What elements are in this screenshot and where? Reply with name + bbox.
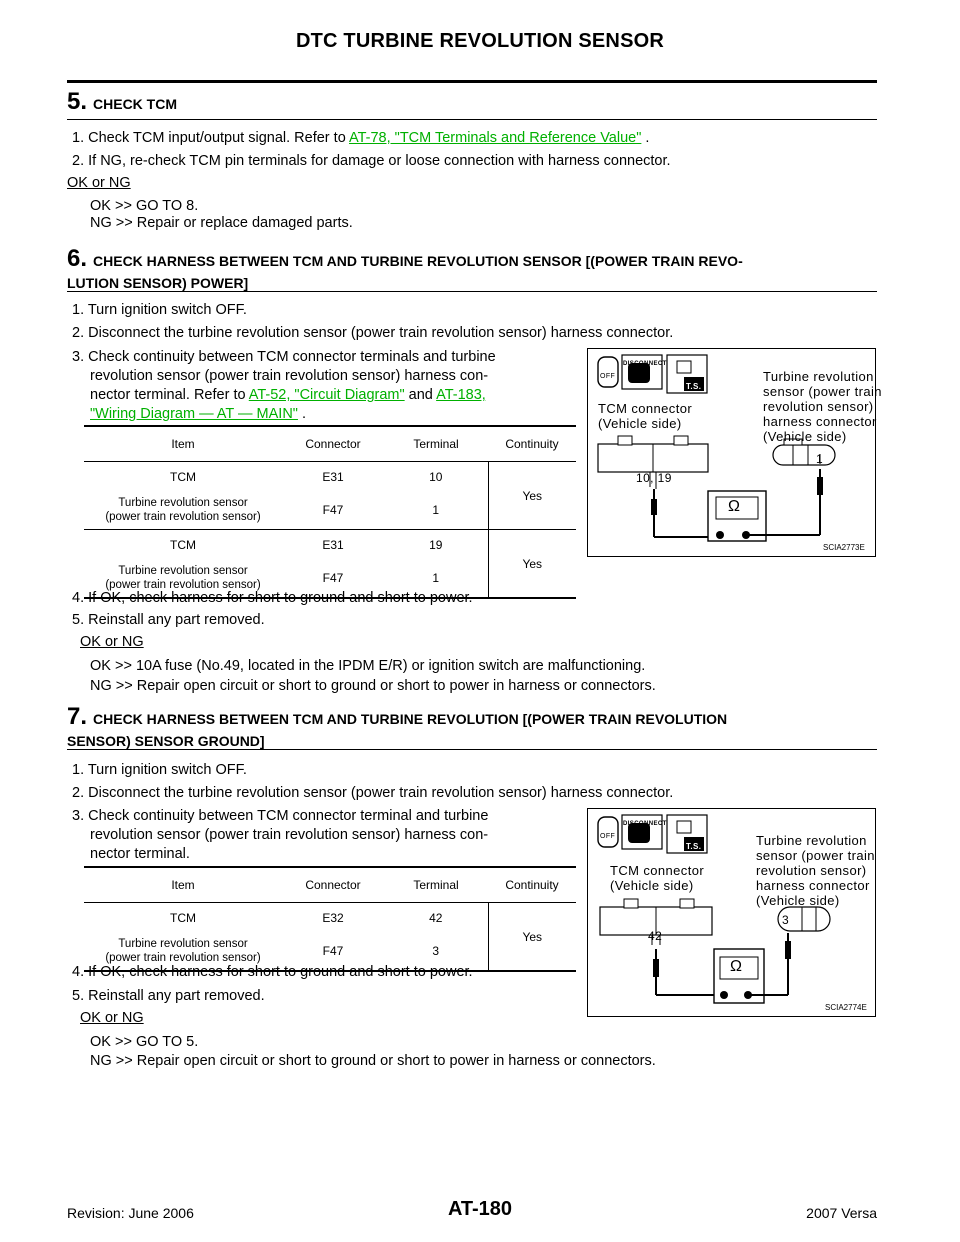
- link-at-183[interactable]: AT-183,: [436, 387, 486, 403]
- title-divider: [67, 80, 877, 83]
- cell-terminal: 10: [429, 469, 443, 484]
- label-line: TCM connector: [598, 401, 693, 416]
- item-line-1: Turbine revolution sensor: [118, 565, 248, 577]
- item-line-2: (power train revolution sensor): [105, 579, 261, 591]
- s7-step-2: 2. Disconnect the turbine revolution sensor (power train revolution sensor) harness connector.: [72, 785, 674, 801]
- sensor-pin-label: 1: [816, 452, 824, 466]
- header-item: Item: [84, 426, 282, 462]
- s7-ok-or-ng: OK or NG: [80, 1010, 144, 1026]
- label-line: revolution sensor): [756, 863, 867, 878]
- s6-step-3-line-3: [90, 385, 486, 405]
- label-line: Turbine revolution: [763, 369, 874, 384]
- figure-code: SCIA2774E: [825, 1003, 867, 1012]
- disconnect-label: DISCONNECT: [623, 361, 667, 367]
- table-row: [84, 530, 576, 560]
- s6-step-2: 2. Disconnect the turbine revolution sensor (power train revolution sensor) harness connector.: [72, 325, 674, 341]
- item-line-1: Turbine revolution sensor: [118, 497, 248, 509]
- ts-label: T.S.: [686, 842, 702, 851]
- item-line-2: (power train revolution sensor): [105, 511, 261, 523]
- table-row: [84, 903, 576, 933]
- section-6-heading: [67, 245, 877, 293]
- cell-terminal: 1: [384, 559, 488, 598]
- section-title-line-1: CHECK HARNESS BETWEEN TCM AND TURBINE REVOLUTION SENSOR [(POWER TRAIN REVO-: [93, 253, 743, 269]
- s6-step-5: 5. Reinstall any part removed.: [72, 612, 265, 628]
- step-text-end: .: [641, 130, 650, 146]
- tcm-connector-label: [598, 401, 692, 431]
- s5-ok-result: OK >> GO TO 8.: [90, 198, 199, 214]
- tcm-pin-label: 42: [648, 929, 663, 943]
- step-text-end: .: [297, 406, 307, 422]
- label-line: (Vehicle side): [756, 893, 840, 908]
- cell-continuity: Yes: [488, 530, 576, 599]
- off-label: OFF: [600, 373, 616, 380]
- ts-label: T.S.: [686, 382, 702, 391]
- s6-continuity-table: [84, 425, 576, 599]
- item-line-1: Turbine revolution sensor: [118, 938, 248, 950]
- s6-ng-result: NG >> Repair open circuit or short to ground or short to power in harness or connectors.: [90, 678, 656, 694]
- cell-item: TCM: [170, 469, 196, 484]
- sensor-connector-label: [756, 833, 875, 908]
- label-line: (Vehicle side): [598, 416, 682, 431]
- label-line: (Vehicle side): [610, 878, 694, 893]
- link-wiring-diagram[interactable]: "Wiring Diagram — AT — MAIN": [90, 406, 298, 422]
- cell-terminal: 42: [429, 910, 443, 925]
- s5-step-2: 2. If NG, re-check TCM pin terminals for damage or loose connection with harness connector.: [72, 153, 671, 169]
- section-5-heading: [67, 88, 877, 116]
- label-line: (Vehicle side): [763, 429, 847, 444]
- page-title: DTC TURBINE REVOLUTION SENSOR: [295, 30, 665, 52]
- link-circuit-diagram[interactable]: AT-52, "Circuit Diagram": [248, 387, 405, 403]
- section-title-line-1: CHECK HARNESS BETWEEN TCM AND TURBINE REVOLUTION [(POWER TRAIN REVOLUTION: [93, 711, 728, 727]
- tcm-pin-label: 10, 19: [636, 471, 672, 485]
- section-7-heading: [67, 703, 877, 751]
- s7-ng-result: NG >> Repair open circuit or short to ground or short to power in harness or connectors.: [90, 1053, 656, 1069]
- cell-terminal: 19: [429, 537, 443, 552]
- section-rule: [67, 749, 877, 750]
- tcm-connector-label: [610, 863, 704, 893]
- cell-connector: E31: [322, 537, 344, 552]
- page-number: AT-180: [447, 1198, 513, 1220]
- s7-step-1: 1. Turn ignition switch OFF.: [72, 762, 247, 778]
- cell-continuity: Yes: [488, 462, 576, 530]
- table-header-row: [84, 426, 576, 462]
- label-line: revolution sensor): [763, 399, 874, 414]
- off-label: OFF: [600, 833, 616, 840]
- s7-step-3-line-1: 3. Check continuity between TCM connector terminal and turbine: [72, 808, 489, 824]
- step-text: nector terminal. Refer to: [90, 387, 249, 403]
- s7-step-5: 5. Reinstall any part removed.: [72, 988, 265, 1004]
- header-terminal: Terminal: [384, 867, 488, 903]
- cell-connector: E32: [322, 910, 344, 925]
- step-text: 1. Check TCM input/output signal. Refer to: [72, 130, 349, 146]
- header-item: Item: [84, 867, 282, 903]
- ohm-meter-label: Ω: [730, 958, 743, 975]
- sensor-pin-label: 3: [782, 913, 790, 927]
- header-terminal: Terminal: [384, 426, 488, 462]
- label-line: sensor (power train: [763, 384, 882, 399]
- cell-connector: F47: [282, 559, 384, 598]
- section-number: 6.: [67, 245, 88, 272]
- label-line: TCM connector: [610, 863, 705, 878]
- disconnect-label: DISCONNECT: [623, 821, 667, 827]
- cell-item: TCM: [170, 910, 196, 925]
- label-line: harness connector: [756, 878, 870, 893]
- header-continuity: Continuity: [488, 867, 576, 903]
- table-row: [84, 462, 576, 492]
- s6-ok-result: OK >> 10A fuse (No.49, located in the IPDM E/R) or ignition switch are malfunctioning.: [90, 658, 646, 674]
- s5-step-1: [72, 128, 649, 148]
- s7-step-3-line-3: nector terminal.: [90, 846, 190, 862]
- s5-ng-result: NG >> Repair or replace damaged parts.: [90, 215, 353, 231]
- revision-date: Revision: June 2006: [67, 1205, 194, 1221]
- label-line: sensor (power train: [756, 848, 875, 863]
- header-connector: Connector: [282, 426, 384, 462]
- cell-connector: E31: [322, 469, 344, 484]
- cell-item: TCM: [170, 537, 196, 552]
- label-line: harness connector: [763, 414, 877, 429]
- cell-item: [84, 491, 282, 530]
- vehicle-model: 2007 Versa: [806, 1205, 877, 1221]
- s6-ok-or-ng: OK or NG: [80, 634, 144, 650]
- step-text: and: [404, 387, 437, 403]
- sensor-connector-label: [763, 369, 882, 444]
- label-line: Turbine revolution: [756, 833, 867, 848]
- item-line-2: (power train revolution sensor): [105, 952, 261, 964]
- s7-continuity-table: [84, 866, 576, 972]
- s7-ok-result: OK >> GO TO 5.: [90, 1034, 199, 1050]
- s6-wiring-diagram: [587, 348, 882, 557]
- cell-continuity: Yes: [488, 903, 576, 972]
- s6-step-1: 1. Turn ignition switch OFF.: [72, 302, 247, 318]
- s6-step-3-line-2: revolution sensor (power train revolution sensor) harness con-: [90, 368, 489, 384]
- s7-step-4: 4. If OK, check harness for short to ground and short to power.: [72, 964, 473, 980]
- table-header-row: [84, 867, 576, 903]
- ohm-meter-label: Ω: [728, 498, 741, 515]
- s7-wiring-diagram: [587, 808, 876, 1017]
- section-number: 5.: [67, 88, 88, 115]
- s5-ok-or-ng: OK or NG: [67, 175, 131, 191]
- s7-step-3-line-2: revolution sensor (power train revolution sensor) harness con-: [90, 827, 489, 843]
- section-rule: [67, 291, 877, 292]
- link-tcm-terminals[interactable]: AT-78, "TCM Terminals and Reference Value": [349, 130, 642, 146]
- cell-connector: F47: [282, 491, 384, 530]
- s6-step-3-line-1: 3. Check continuity between TCM connector terminals and turbine: [72, 349, 496, 365]
- section-title: CHECK TCM: [93, 96, 178, 112]
- section-rule: [67, 119, 877, 120]
- cell-connector: F47: [282, 932, 384, 971]
- figure-code: SCIA2773E: [823, 543, 865, 552]
- section-title-line-2: SENSOR) SENSOR GROUND]: [67, 733, 265, 749]
- header-continuity: Continuity: [488, 426, 576, 462]
- header-connector: Connector: [282, 867, 384, 903]
- cell-terminal: 1: [384, 491, 488, 530]
- s6-step-4: 4. If OK, check harness for short to ground and short to power.: [72, 590, 473, 606]
- section-number: 7.: [67, 703, 88, 730]
- cell-terminal: 3: [384, 932, 488, 971]
- s6-step-3-line-4: [90, 404, 306, 424]
- section-title-line-2: LUTION SENSOR) POWER]: [67, 275, 249, 291]
